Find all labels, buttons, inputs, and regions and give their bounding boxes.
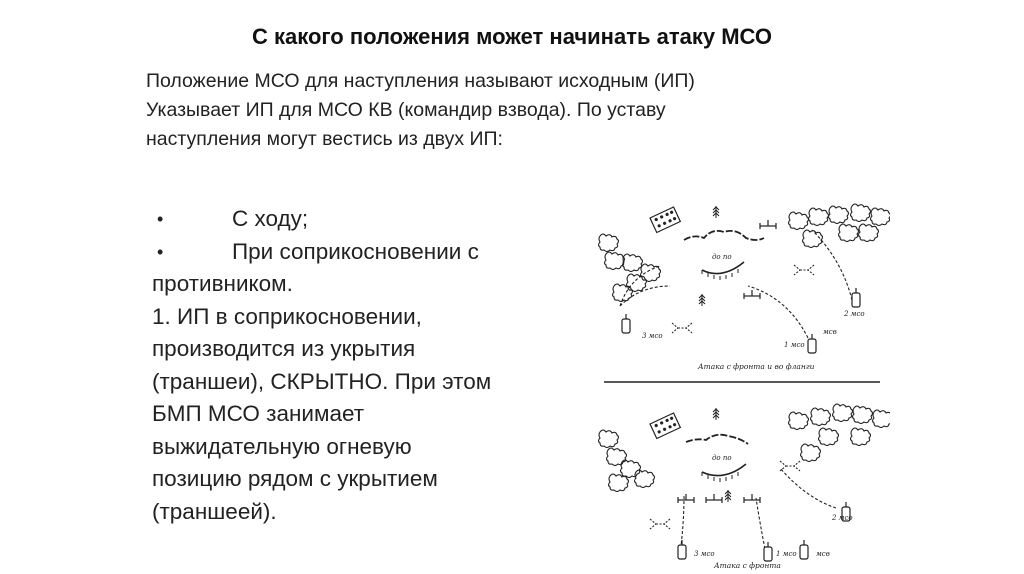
- diagram-top: [599, 204, 891, 371]
- bullet-text: При соприкосновении с: [232, 238, 479, 264]
- unit-label: 2 мсо: [844, 310, 865, 318]
- attack-path: [812, 230, 852, 300]
- diagram-caption: Атака с фронта и во фланги: [698, 362, 815, 371]
- bmp-icon: [764, 542, 772, 561]
- intro-line: Положение МСО для наступления называют исходным (ИП): [146, 70, 695, 92]
- squad-crosses-icon: [650, 519, 670, 529]
- bullet-item: [152, 236, 562, 269]
- forest-left: [599, 234, 661, 302]
- bullet-text: С ходу;: [232, 206, 309, 231]
- intro-paragraph: [146, 67, 880, 154]
- unit-label: 1 мсо: [784, 341, 805, 349]
- bmp-icon: [808, 334, 816, 353]
- bmp-icon: [622, 314, 630, 333]
- enemy-position: [702, 464, 746, 476]
- body-line: позицию рядом с укрытием: [152, 466, 438, 491]
- center-label: до по: [712, 253, 732, 261]
- minefield-icon: [650, 207, 680, 232]
- intro-line: наступления могут вестись из двух ИП:: [146, 128, 503, 150]
- forest-right: [789, 204, 891, 248]
- forest-left: [599, 430, 655, 492]
- bmp-icon: [800, 540, 808, 559]
- landmark-icon: [713, 408, 719, 420]
- landmark-icon: [725, 490, 731, 502]
- attack-path: [780, 468, 836, 508]
- squad-icon: [744, 290, 760, 299]
- forest-right: [789, 404, 891, 462]
- body-line: производится из укрытия: [152, 336, 416, 361]
- body-line: выжидательную огневую: [152, 433, 412, 459]
- body-line: (траншеи), СКРЫТНО. При этом: [152, 368, 492, 394]
- trench-line: [684, 231, 764, 240]
- squad-icon: [706, 494, 722, 503]
- attack-path: [680, 496, 766, 554]
- body-line: (траншеей).: [152, 498, 277, 524]
- bullet-dot: •: [157, 209, 164, 229]
- unit-label: мсв: [823, 328, 837, 336]
- bmp-icon: [852, 288, 860, 307]
- squad-icon: [760, 220, 776, 229]
- center-label: до по: [712, 454, 732, 462]
- slide-title: С какого положения может начинать атаку МСО: [251, 24, 772, 49]
- unit-label: мсв: [816, 550, 830, 558]
- attack-path: [748, 286, 808, 338]
- landmark-icon: [713, 206, 719, 218]
- bullet-item: [152, 203, 562, 236]
- landmark-icon: [699, 294, 705, 306]
- body-line: противником.: [152, 271, 293, 296]
- squad-icon: [744, 494, 760, 503]
- bmp-icon: [678, 540, 686, 559]
- unit-label: 2 мсо: [832, 514, 853, 522]
- diagram-caption: Атака с фронта: [714, 561, 781, 570]
- squad-icon: [678, 494, 694, 503]
- trench-line: [686, 435, 748, 444]
- squad-crosses-icon: [794, 265, 814, 275]
- diagram-bottom: [599, 404, 891, 570]
- unit-label: 3 мсо: [694, 550, 715, 558]
- tactical-diagram: [590, 196, 890, 570]
- bullet-list: [152, 203, 562, 528]
- unit-label: 1 мсо: [776, 550, 797, 558]
- body-line: 1. ИП в соприкосновении,: [152, 303, 422, 329]
- minefield-icon: [650, 413, 680, 438]
- intro-line: Указывает ИП для МСО КВ (командир взвода). По уставу: [146, 99, 666, 121]
- bullet-dot: •: [157, 241, 164, 262]
- squad-crosses-icon: [780, 461, 800, 471]
- squad-crosses-icon: [672, 323, 692, 333]
- unit-label: 3 мсо: [642, 332, 663, 340]
- body-line: БМП МСО занимает: [152, 401, 365, 426]
